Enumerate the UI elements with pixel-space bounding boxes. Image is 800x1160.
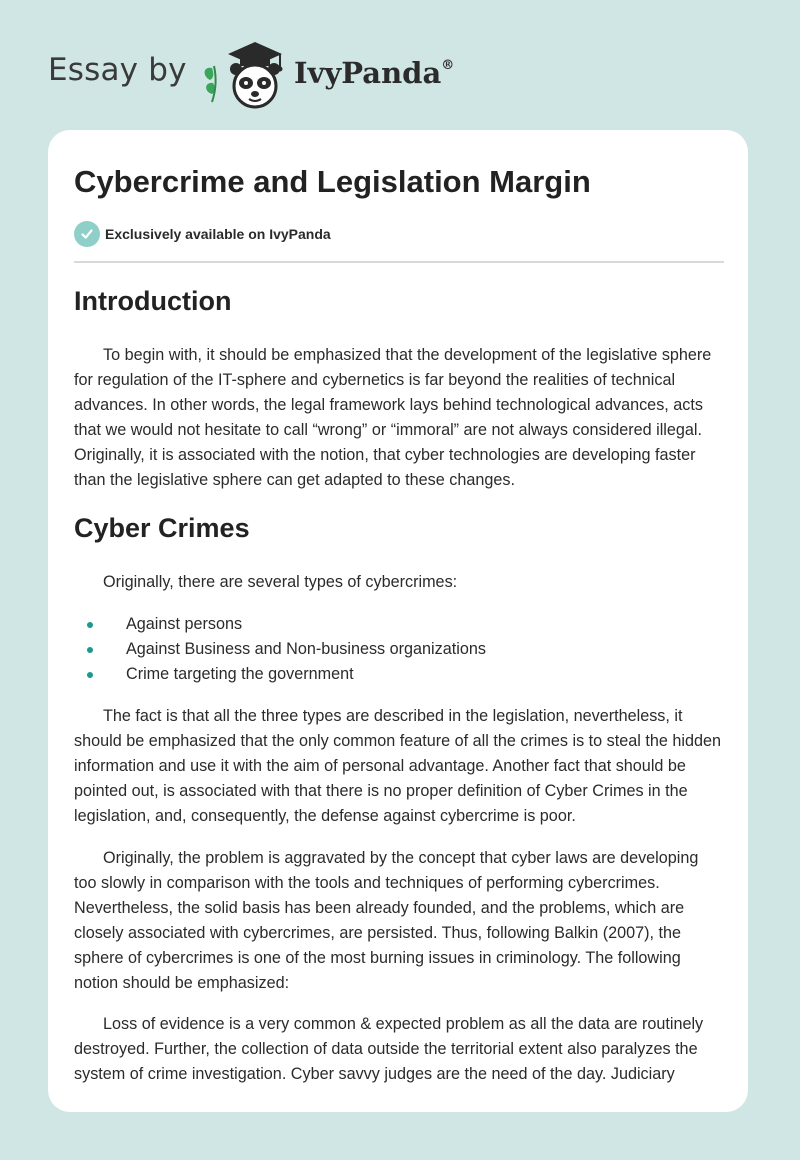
cybercrime-types-list: [74, 612, 724, 687]
divider: [74, 261, 724, 263]
page-title: Cybercrime and Legislation Margin: [74, 164, 591, 199]
intro-paragraph: To begin with, it should be emphasized that the development of the legislative sphere for regulation of the IT-sphere and cybernetics is far beyond the realities of technical advances. In other words, the legal framework lays behind technological advances, acts that we would not hesitate to call “wrong” or “immoral” are not always considered illegal. Originally, it is associated with the notion, that cyber technologies are developing faster than the legislative sphere can get adapted to these changes.: [74, 346, 712, 489]
cyber-lead-paragraph: Originally, there are several types of cybercrimes:: [103, 573, 458, 591]
article-card: [48, 130, 748, 1112]
site-header: [48, 36, 748, 116]
list-item: Crime targeting the government: [74, 662, 724, 687]
bullet-icon: [87, 647, 93, 653]
exclusive-badge: [74, 221, 331, 247]
cyber-paragraph-3: Originally, the problem is aggravated by the concept that cyber laws are developing too slowly in comparison with the tools and techniques of performing cybercrimes. Nevertheless, the solid basis has been already founded, and the problems, which are closely associated with cybercrimes, are persisted. Thus, following Balkin (2007), the sphere of cybercrimes is one of the most burning issues in criminology. The following notion should be emphasized:: [74, 849, 699, 992]
list-item: Against Business and Non-business organizations: [74, 637, 724, 662]
list-item: Against persons: [74, 612, 724, 637]
bullet-icon: [87, 622, 93, 628]
cyber-paragraph-4: Loss of evidence is a very common & expected problem as all the data are routinely destroyed. Further, the collection of data outside the territorial extent also paralyzes the system of crime investigation. Cyber savvy judges are the need of the day. Judiciary: [74, 1015, 704, 1083]
panda-graduate-icon[interactable]: [200, 36, 292, 112]
brand-logo-text[interactable]: IvyPanda®: [294, 56, 455, 90]
check-icon: [74, 221, 100, 247]
section-heading-cyber-crimes: Cyber Crimes: [74, 513, 250, 543]
section-heading-introduction: Introduction: [74, 286, 232, 316]
bullet-icon: [87, 672, 93, 678]
exclusive-label: Exclusively available on IvyPanda: [105, 226, 331, 242]
cyber-paragraph-2: The fact is that all the three types are described in the legislation, nevertheless, it should be emphasized that the only common feature of all the crimes is to steal the hidden information and use it with the aim of personal advantage. Another fact that should be pointed out, is associated with that there is no proper definition of Cyber Crimes in the legislation, and, consequently, the defense against cybercrime is poor.: [74, 707, 721, 825]
essay-by-label: Essay by: [48, 52, 187, 88]
